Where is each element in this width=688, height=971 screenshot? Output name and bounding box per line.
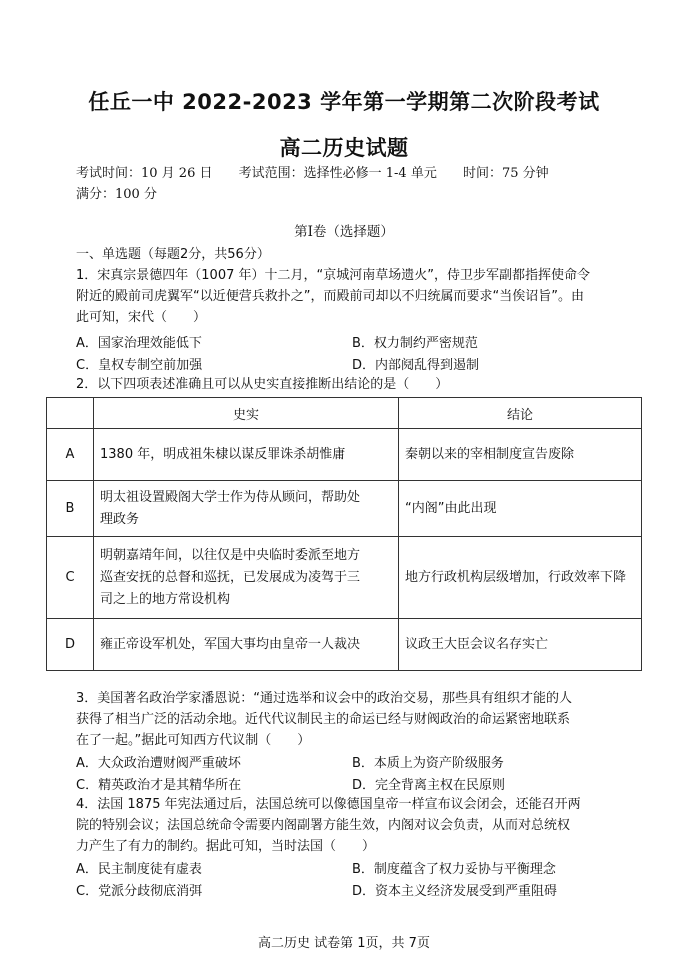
- conclusion-cell: 地方行政机构层级增加，行政效率下降: [399, 537, 642, 619]
- option-c[interactable]: C．党派分歧彻底消弭: [76, 884, 203, 899]
- question-2-stem: [76, 374, 636, 395]
- table-row: [47, 619, 642, 671]
- exam-date: 考试时间：10 月 26 日: [76, 166, 213, 181]
- table-row: [47, 429, 642, 481]
- table-header: 史实: [94, 398, 399, 429]
- question-line: 3．美国著名政治学家潘恩说：“通过选举和议会中的政治交易，那些具有组织才能的人: [76, 691, 573, 706]
- part-heading: 一、单选题（每题2分，共56分）: [76, 247, 270, 262]
- exam-duration: 时间：75 分钟: [462, 166, 549, 181]
- option-d[interactable]: D．完全背离主权在民原则: [352, 778, 506, 793]
- table-header-row: [47, 398, 642, 429]
- question-line: 4．法国 1875 年宪法通过后，法国总统可以像德国皇帝一样宣布议会闭会，还能召开两: [76, 797, 581, 812]
- section-title: 第Ⅰ卷（选择题）: [294, 224, 394, 240]
- question-line: 附近的殿前司虎翼军“以近便营兵救扑之”，而殿前司却以不归统属而要求“当俟诏旨”。由: [76, 289, 584, 304]
- question-3-options: [76, 752, 636, 796]
- conclusion-cell: 秦朝以来的宰相制度宣告废除: [399, 429, 642, 481]
- option-a[interactable]: A．国家治理效能低下: [76, 336, 202, 351]
- fact-line: 明太祖设置殿阁大学士作为侍从顾问，帮助处: [100, 489, 361, 505]
- table-row: [47, 537, 642, 619]
- question-1: [76, 244, 636, 328]
- fact-line: 雍正帝设军机处，军国大事均由皇帝一人裁决: [100, 636, 361, 652]
- option-b[interactable]: B．本质上为资产阶级服务: [352, 756, 504, 771]
- question-line: 在了一起。”据此可知西方代议制（ ）: [76, 733, 311, 748]
- question-line: 2．以下四项表述准确且可以从史实直接推断出结论的是（ ）: [76, 377, 449, 392]
- fact-cell: [94, 619, 399, 671]
- question-2-table: [46, 397, 642, 671]
- option-a[interactable]: A．大众政治遭财阀严重破坏: [76, 756, 241, 771]
- option-c[interactable]: C．精英政治才是其精华所在: [76, 778, 242, 793]
- question-4: [76, 794, 636, 857]
- question-line: 获得了相当广泛的活动余地。近代代议制民主的命运已经与财阀政治的命运紧密地联系: [76, 712, 571, 727]
- question-line: 力产生了有力的制约。据此可知，当时法国（ ）: [76, 839, 376, 854]
- exam-subtitle: 高二历史试题: [279, 136, 409, 160]
- exam-scope: 考试范围：选择性必修一 1-4 单元: [238, 166, 437, 181]
- exam-title: 任丘一中 2022-2023 学年第一学期第二次阶段考试: [88, 90, 600, 114]
- question-line: 1．宋真宗景德四年（1007 年）十二月，“京城河南草场遗火”，侍卫步军副都指挥使命令: [76, 268, 590, 283]
- question-4-options: [76, 858, 636, 902]
- page-footer: 高二历史 试卷第 1页，共 7页: [258, 936, 430, 951]
- row-label: C: [47, 537, 94, 619]
- option-c[interactable]: C．皇权专制空前加强: [76, 358, 203, 373]
- table-header: [47, 398, 94, 429]
- row-label: D: [47, 619, 94, 671]
- option-d[interactable]: D．资本主义经济发展受到严重阻碍: [352, 884, 558, 899]
- option-a[interactable]: A．民主制度徒有虚表: [76, 862, 202, 877]
- fact-line: 司之上的地方常设机构: [100, 591, 231, 607]
- fact-cell: [94, 429, 399, 481]
- fact-cell: [94, 537, 399, 619]
- fact-line: 巡查安抚的总督和巡抚，已发展成为凌驾于三: [100, 569, 361, 585]
- question-line: 院的特别会议；法国总统命令需要内阁副署方能生效，内阁对议会负责，从而对总统权: [76, 818, 571, 833]
- question-1-options: [76, 332, 636, 376]
- conclusion-cell: “内阁”由此出现: [399, 481, 642, 537]
- fact-cell: [94, 481, 399, 537]
- question-3: [76, 688, 636, 751]
- question-line: 此可知，宋代（ ）: [76, 310, 207, 325]
- fact-line: 理政务: [100, 511, 140, 527]
- fact-line: 明朝嘉靖年间，以往仅是中央临时委派至地方: [100, 547, 361, 563]
- exam-info-line: [76, 162, 636, 181]
- option-b[interactable]: B．制度蕴含了权力妥协与平衡理念: [352, 862, 556, 877]
- table-row: [47, 481, 642, 537]
- table-header: 结论: [399, 398, 642, 429]
- row-label: B: [47, 481, 94, 537]
- full-score: 满分：100 分: [76, 187, 157, 202]
- row-label: A: [47, 429, 94, 481]
- option-b[interactable]: B．权力制约严密规范: [352, 336, 478, 351]
- fact-line: 1380 年，明成祖朱棣以谋反罪诛杀胡惟庸: [100, 446, 346, 462]
- option-d[interactable]: D．内部阋乱得到遏制: [352, 358, 480, 373]
- conclusion-cell: 议政王大臣会议名存实亡: [399, 619, 642, 671]
